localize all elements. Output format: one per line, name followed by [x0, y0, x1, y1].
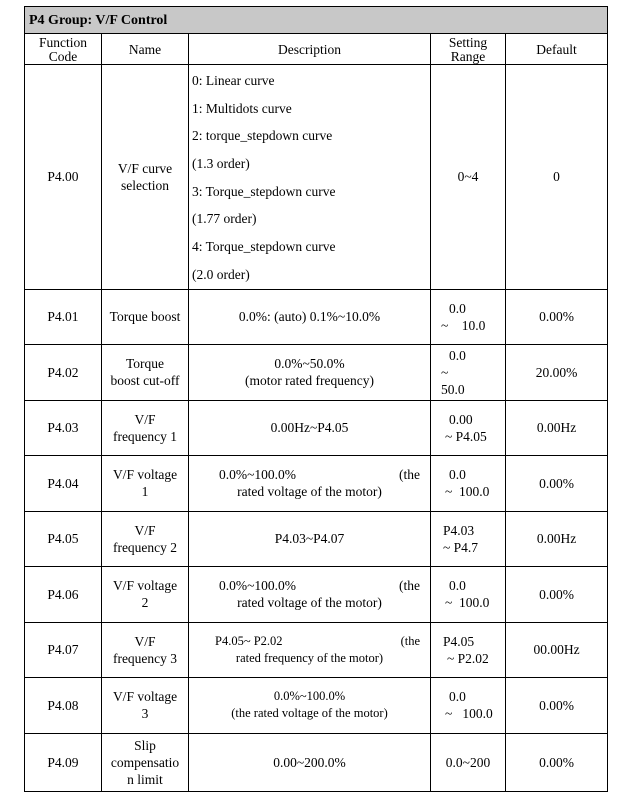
table-row — [25, 622, 608, 677]
param-name: V/F voltage 3 — [102, 677, 189, 733]
setting-range: 0.0 ~ 10.0 — [431, 289, 506, 344]
param-name: V/F voltage 1 — [102, 455, 189, 511]
parameter-table — [24, 6, 608, 792]
description: 0.00Hz~P4.05 — [189, 400, 431, 455]
function-code: P4.00 — [25, 65, 102, 290]
description: 0.0%~100.0% (the rated voltage of the motor) — [189, 455, 431, 511]
function-code: P4.04 — [25, 455, 102, 511]
default-value: 0.00% — [506, 677, 608, 733]
param-name: Torque boost cut-off — [102, 344, 189, 400]
table-row — [25, 455, 608, 511]
default-value: 0.00% — [506, 289, 608, 344]
param-name: V/F voltage 2 — [102, 566, 189, 622]
function-code: P4.05 — [25, 511, 102, 566]
default-value: 00.00Hz — [506, 622, 608, 677]
table-row — [25, 566, 608, 622]
default-value: 0 — [506, 65, 608, 290]
header-default: Default — [506, 34, 608, 65]
table-row — [25, 344, 608, 400]
function-code: P4.03 — [25, 400, 102, 455]
header-function-code: Function Code — [25, 34, 102, 65]
default-value: 0.00% — [506, 733, 608, 791]
header-name: Name — [102, 34, 189, 65]
param-name: Torque boost — [102, 289, 189, 344]
default-value: 0.00Hz — [506, 511, 608, 566]
param-name: V/F frequency 3 — [102, 622, 189, 677]
function-code: P4.06 — [25, 566, 102, 622]
description: P4.05~ P2.02 (the rated frequency of the motor) — [189, 622, 431, 677]
table-row — [25, 677, 608, 733]
description: 0: Linear curve 1: Multidots curve 2: torque_stepdown curve (1.3 order) 3: Torque_stepdown curve (1.77 order) 4: Torque_stepdown curve (2.0 order) — [189, 65, 431, 290]
group-title: P4 Group: V/F Control — [25, 7, 608, 34]
param-name: V/F curve selection — [102, 65, 189, 290]
description: 0.0%: (auto) 0.1%~10.0% — [189, 289, 431, 344]
param-name: Slip compensatio n limit — [102, 733, 189, 791]
default-value: 20.00% — [506, 344, 608, 400]
table-row — [25, 733, 608, 791]
header-description: Description — [189, 34, 431, 65]
function-code: P4.09 — [25, 733, 102, 791]
description: P4.03~P4.07 — [189, 511, 431, 566]
table-row — [25, 289, 608, 344]
setting-range: 0.0 ~ 100.0 — [431, 677, 506, 733]
default-value: 0.00% — [506, 455, 608, 511]
default-value: 0.00% — [506, 566, 608, 622]
setting-range: 0.0 ~ 50.0 — [431, 344, 506, 400]
function-code: P4.07 — [25, 622, 102, 677]
function-code: P4.02 — [25, 344, 102, 400]
description: 0.0%~50.0% (motor rated frequency) — [189, 344, 431, 400]
param-name: V/F frequency 1 — [102, 400, 189, 455]
table-row — [25, 400, 608, 455]
description: 0.00~200.0% — [189, 733, 431, 791]
setting-range: 0.0 ~ 100.0 — [431, 566, 506, 622]
header-setting-range: Setting Range — [431, 34, 506, 65]
setting-range: P4.05 ~ P2.02 — [431, 622, 506, 677]
setting-range: 0.0~200 — [431, 733, 506, 791]
description: 0.0%~100.0% (the rated voltage of the motor) — [189, 566, 431, 622]
setting-range: 0~4 — [431, 65, 506, 290]
function-code: P4.08 — [25, 677, 102, 733]
setting-range: 0.00 ~ P4.05 — [431, 400, 506, 455]
table-row — [25, 65, 608, 290]
function-code: P4.01 — [25, 289, 102, 344]
param-name: V/F frequency 2 — [102, 511, 189, 566]
default-value: 0.00Hz — [506, 400, 608, 455]
setting-range: P4.03 ~ P4.7 — [431, 511, 506, 566]
description: 0.0%~100.0% (the rated voltage of the motor) — [189, 677, 431, 733]
setting-range: 0.0 ~ 100.0 — [431, 455, 506, 511]
table-row — [25, 511, 608, 566]
